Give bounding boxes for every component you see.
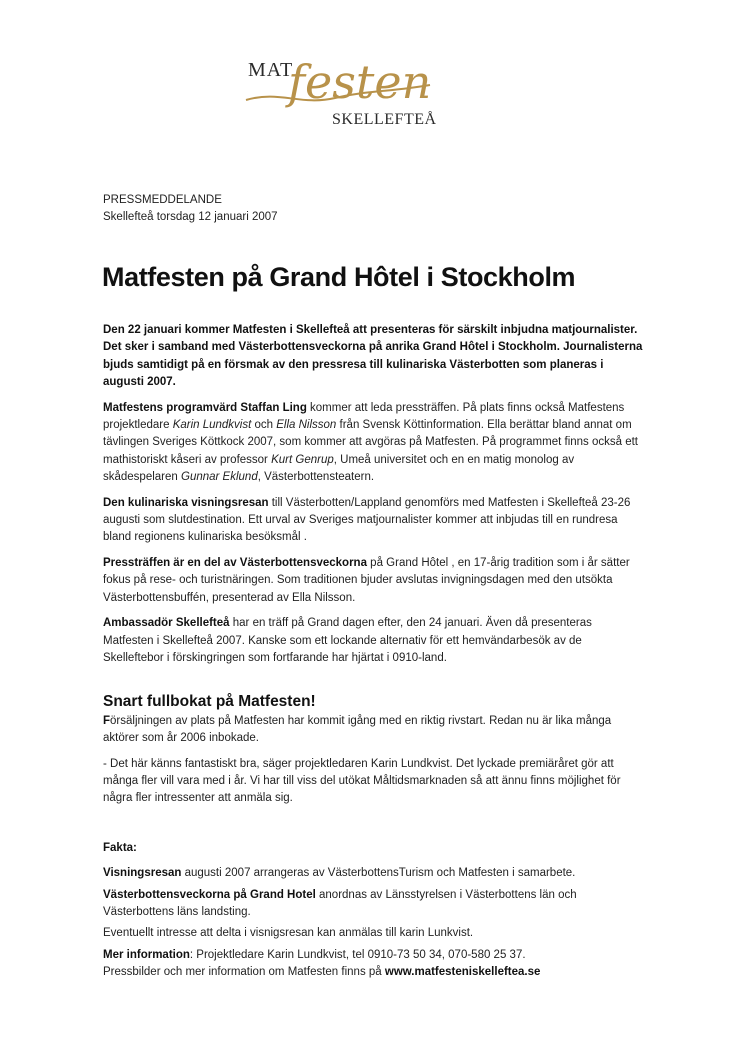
- paragraph-forsaljning: [103, 713, 643, 748]
- text-run: anordnas av Länsstyrelsen i Västerbottens län och Västerbottens läns landsting.: [103, 888, 577, 918]
- person-name: Karin Lundkvist: [172, 419, 252, 432]
- article-body: [103, 322, 643, 982]
- text-run: Pressbilder och mer information om Matfesten finns på: [103, 966, 385, 979]
- section-heading: Snart fullbokat på Matfesten!: [103, 693, 316, 711]
- logo-graphic: [240, 40, 445, 135]
- fakta-line-contact: [103, 947, 643, 964]
- fakta-line-intresse: Eventuellt intresse att delta i visnigsresan kan anmälas till karin Lunkvist.: [103, 927, 474, 940]
- matfesten-logo: [240, 40, 445, 135]
- text-run: : Projektledare Karin Lundkvist, tel 0910-73 50 34, 070-580 25 37.: [189, 948, 526, 961]
- fakta-line-veckorna: [103, 887, 643, 922]
- paragraph-quote: - Det här känns fantastiskt bra, säger projektledaren Karin Lundkvist. Det lyckade premiäråret gör att många fler vill vara med i år. Vi har till viss del utökat Måltidsmarknaden så att ännu finns möjlighet för några fler intressenter att anmäla sig.: [103, 757, 621, 805]
- logo-city-text: SKELLEFTEÅ: [332, 111, 437, 128]
- initial-letter: F: [103, 714, 111, 727]
- text-run: , Umeå universitet och en en matig monolog av skådespelaren: [103, 453, 575, 484]
- logo-mat-text: MAT: [248, 59, 294, 81]
- fakta-line-visningsresan: [103, 865, 643, 882]
- fakta-label: Mer information: [103, 948, 190, 961]
- fakta-line-website: [103, 964, 643, 981]
- person-name: Gunnar Eklund: [181, 471, 258, 484]
- text-run: , Västerbottensteatern.: [257, 471, 375, 484]
- page-title: Matfesten på Grand Hôtel i Stockholm: [102, 262, 576, 292]
- person-name: Ella Nilsson: [276, 419, 337, 432]
- text-run: har en träff på Grand dagen efter, den 24 januari. Även då presenteras Matfesten i Skellefteå 2007. Kanske som ett lockande alternativ för ett hemvändarbesök av de Skelleftebor i förskingringen som fortfarande har hjärtat i 0910-land.: [103, 617, 592, 664]
- press-header: [103, 192, 278, 226]
- paragraph-presstraffen: [103, 555, 643, 607]
- paragraph-lead-phrase: Matfestens programvärd Staffan Ling: [103, 401, 307, 414]
- text-run: på Grand Hôtel , en 17-årig tradition som i år sätter fokus på rese- och turistnäringen. Som traditionen bjuder avslutas invigningsdagen med den utsökta Västerbottensbuffén, presenterad av Ella Nilsson.: [103, 556, 630, 604]
- paragraph-programvard: [103, 400, 643, 487]
- paragraph-lead-phrase: Pressträffen är en del av Västerbottensveckorna: [103, 556, 367, 569]
- fakta-heading: Fakta:: [103, 841, 137, 854]
- dateline: Skellefteå torsdag 12 januari 2007: [103, 211, 278, 223]
- fakta-label: Västerbottensveckorna på Grand Hotel: [103, 888, 316, 901]
- fakta-label: Visningsresan: [103, 867, 182, 880]
- lead-paragraph: Den 22 januari kommer Matfesten i Skellefteå att presenteras för särskilt inbjudna matjournalister. Det sker i samband med Västerbottensveckorna på anrika Grand Hôtel i Stockholm. Journalisterna bjuds samtidigt på en försmak av den pressresa till kulinariska Västerbotten som planeras i augusti 2007.: [103, 324, 643, 389]
- paragraph-visningsresan: [103, 495, 643, 547]
- logo-festen-text: festen: [288, 55, 432, 109]
- text-run: augusti 2007 arrangeras av VästerbottensTurism och Matfesten i samarbete.: [181, 867, 576, 880]
- paragraph-ambassador: [103, 615, 643, 667]
- text-run: och: [251, 419, 277, 432]
- paragraph-lead-phrase: Den kulinariska visningsresan: [103, 496, 269, 509]
- paragraph-lead-phrase: Ambassadör Skellefteå: [103, 617, 230, 630]
- spacer: [103, 816, 643, 840]
- text-run: till Västerbotten/Lappland genomförs med Matfesten i Skellefteå 23-26 augusti som slutdestination. Ett urval av Sveriges matjournalister kommer att inbjudas till en rundresa bland regionens kulinariska besöksmål .: [103, 496, 631, 544]
- website-link[interactable]: www.matfesteniskelleftea.se: [384, 966, 541, 979]
- text-run: kommer att leda pressträffen. På plats finns också Matfestens projektledare: [103, 401, 625, 432]
- text-run: örsäljningen av plats på Matfesten har kommit igång med en riktig rivstart. Redan nu är lika många aktörer som år 2006 inbokade.: [103, 714, 612, 745]
- text-run: från Svensk Köttinformation. Ella berättar bland annat om tävlingen Sveriges Köttkock 2007, som kommer att avgöras på Matfesten. På programmet finns också ett mathistoriskt kåseri av professor: [103, 419, 639, 466]
- press-label: PRESSMEDDELANDE: [103, 194, 222, 206]
- person-name: Kurt Genrup: [271, 453, 334, 466]
